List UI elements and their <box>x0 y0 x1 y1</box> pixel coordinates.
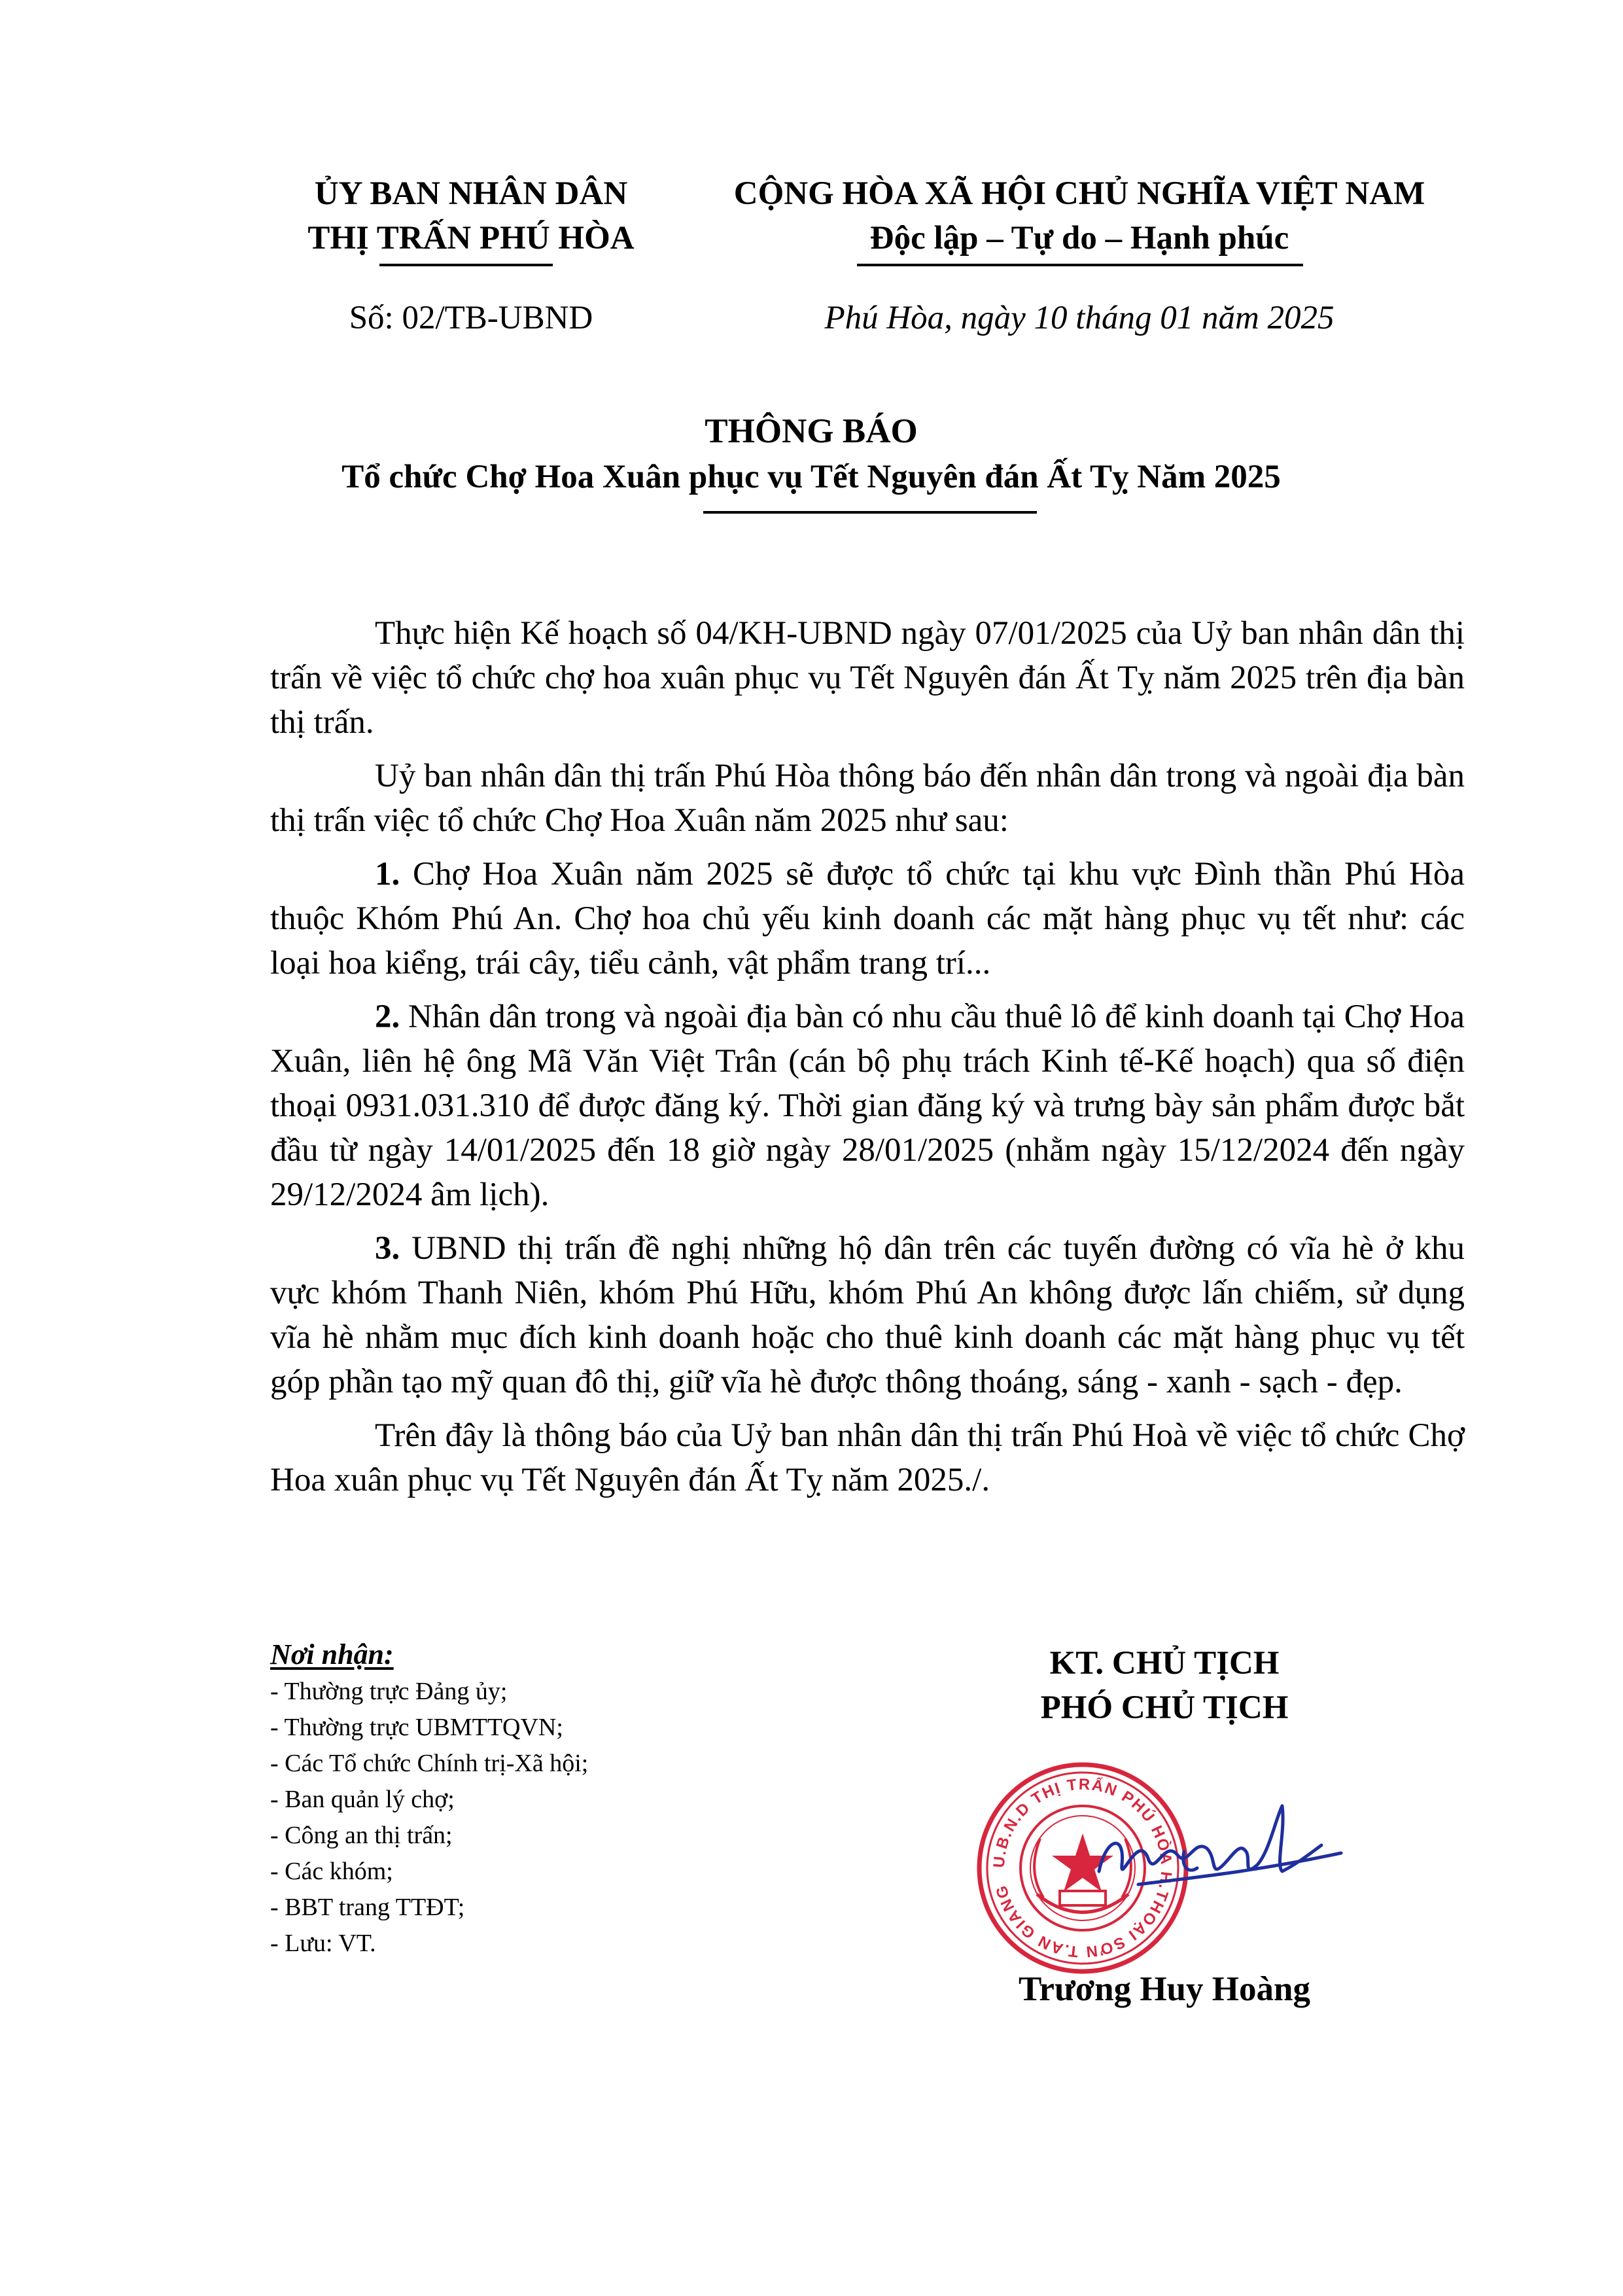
recipient-item: - Ban quản lý chợ; <box>270 1786 455 1813</box>
recipients-list <box>270 1674 859 1962</box>
item-2-number: 2. <box>375 998 400 1035</box>
nation-motto: Độc lập – Tự do – Hạnh phúc <box>869 220 1289 256</box>
recipient-item: - Lưu: VT. <box>270 1930 376 1957</box>
paragraph-announcement: Uỷ ban nhân dân thị trấn Phú Hòa thông báo đến nhân dân trong và ngoài địa bàn thị trấn việc tổ chức Chợ Hoa Xuân năm 2025 như sau: <box>270 758 1465 839</box>
seal-text: U.B.N.D THỊ TRẤN PHÚ HÒA H.THOẠI SƠN T.AN GIANG <box>990 1775 1176 1961</box>
signer-name-text: Trương Huy Hoàng <box>1019 1970 1310 2008</box>
recipient-item: - BBT trang TTĐT; <box>270 1894 465 1921</box>
item-1-text: Chợ Hoa Xuân năm 2025 sẽ được tổ chức tại khu vực Đình thần Phú Hòa thuộc Khóm Phú An. Chợ hoa chủ yếu kinh doanh các mặt hàng phục vụ tết như: các loại hoa kiểng, trái cây, tiểu cảnh, vật phẩm trang trí... <box>270 856 1465 981</box>
document-subject: Tổ chức Chợ Hoa Xuân phục vụ Tết Nguyên đán Ất Tỵ Năm 2025 <box>341 459 1281 495</box>
recipient-item: - Công an thị trấn; <box>270 1822 453 1849</box>
signer-name <box>903 1967 1426 2011</box>
agency-block <box>242 171 700 260</box>
signature-position: PHÓ CHỦ TỊCH <box>1040 1689 1289 1726</box>
signature-title-block <box>903 1641 1426 1730</box>
title-underline <box>703 511 1037 514</box>
recipients-title: Nơi nhận: <box>270 1638 394 1670</box>
recipient-item: - Thường trực Đảng ủy; <box>270 1678 508 1705</box>
item-1-number: 1. <box>375 856 400 892</box>
item-2-text: Nhân dân trong và ngoài địa bàn có nhu cầu thuê lô để kinh doanh tại Chợ Hoa Xuân, liên hệ ông Mã Văn Việt Trân (cán bộ phụ trách Kinh tế-Kế hoạch) qua số điện thoại 0931.031.310 để được đăng ký. Thời gian đăng ký và trưng bày sản phẩm được bắt đầu từ ngày 14/01/2025 đến 18 giờ ngày 28/01/2025 (nhằm ngày 15/12/2024 đến ngày 29/12/2024 âm lịch). <box>270 998 1465 1213</box>
signature-authority: KT. CHỦ TỊCH <box>1049 1645 1280 1682</box>
paragraph-intro: Thực hiện Kế hoạch số 04/KH-UBND ngày 07/01/2025 của Uỷ ban nhân dân thị trấn về việc tổ chức chợ hoa xuân phục vụ Tết Nguyên đán Ất Tỵ năm 2025 trên địa bàn thị trấn. <box>270 615 1465 741</box>
item-1 <box>270 852 1465 985</box>
motto-underline <box>857 264 1303 266</box>
item-3 <box>270 1226 1465 1404</box>
document-type: THÔNG BÁO <box>705 412 918 450</box>
national-motto-block <box>687 171 1472 260</box>
item-3-number: 3. <box>375 1230 400 1267</box>
notice-body <box>270 611 1465 1511</box>
recipient-item: - Các khóm; <box>270 1858 393 1885</box>
place-date: Phú Hòa, ngày 10 tháng 01 năm 2025 <box>824 300 1335 336</box>
document-title-block <box>196 408 1426 500</box>
agency-underline <box>379 264 553 266</box>
agency-name: ỦY BAN NHÂN DÂN <box>314 175 628 212</box>
recipient-item: - Các Tổ chức Chính trị-Xã hội; <box>270 1750 589 1777</box>
item-2 <box>270 995 1465 1217</box>
document-number: Số: 02/TB-UBND <box>349 300 593 336</box>
recipients-block <box>270 1636 859 1962</box>
recipient-item: - Thường trực UBMTTQVN; <box>270 1714 563 1741</box>
handwritten-signature-icon <box>1086 1793 1348 1904</box>
agency-unit: THỊ TRẤN PHÚ HÒA <box>307 220 635 256</box>
paragraph-closing: Trên đây là thông báo của Uỷ ban nhân dân thị trấn Phú Hoà về việc tổ chức Chợ Hoa xuân phục vụ Tết Nguyên đán Ất Tỵ năm 2025./. <box>270 1417 1465 1498</box>
nation-name: CỘNG HÒA XÃ HỘI CHỦ NGHĨA VIỆT NAM <box>733 175 1425 212</box>
item-3-text: UBND thị trấn đề nghị những hộ dân trên các tuyến đường có vĩa hè ở khu vực khóm Thanh Niên, khóm Phú Hữu, khóm Phú An không được lấn chiếm, sử dụng vĩa hè nhằm mục đích kinh doanh hoặc cho thuê kinh doanh các mặt hàng phục vụ tết góp phần tạo mỹ quan đô thị, giữ vĩa hè được thông thoáng, sáng - xanh - sạch - đẹp. <box>270 1230 1465 1400</box>
